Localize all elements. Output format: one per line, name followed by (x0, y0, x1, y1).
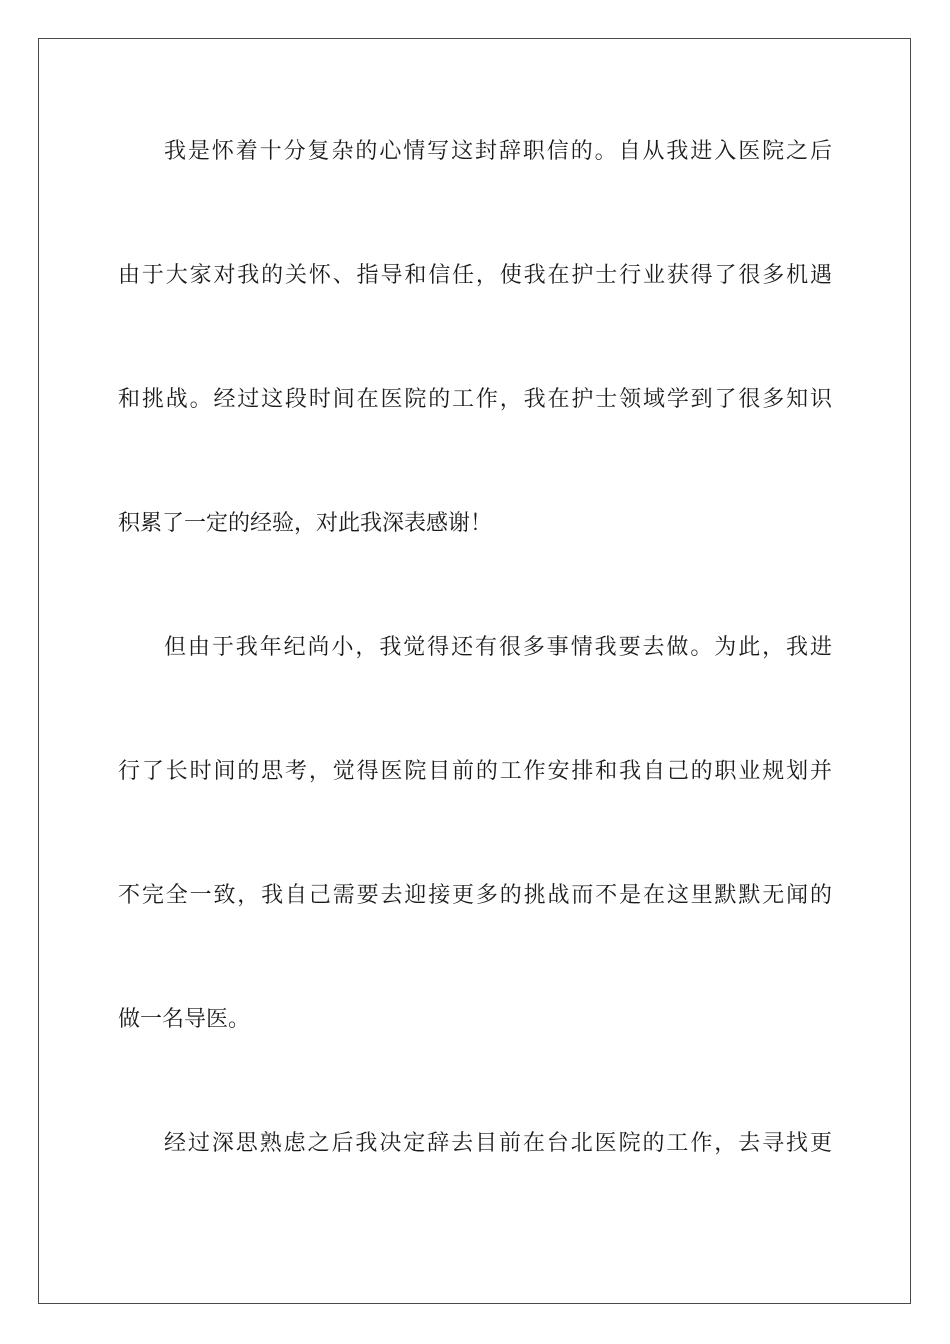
paragraph-1-line-1: 我是怀着十分复杂的心情写这封辞职信的。自从我进入医院之后 (164, 139, 832, 164)
paragraph-2-line-3: 不完全一致，我自己需要去迎接更多的挑战而不是在这里默默无闻的 (118, 883, 832, 908)
paragraph-1-line-4: 积累了一定的经验，对此我深表感谢！ (118, 511, 493, 536)
paragraph-2-line-4: 做一名导医。 (118, 1007, 251, 1032)
page-border (38, 38, 911, 1304)
paragraph-1-line-3: 和挑战。经过这段时间在医院的工作，我在护士领域学到了很多知识 (118, 387, 832, 412)
paragraph-2-line-1: 但由于我年纪尚小，我觉得还有很多事情我要去做。为此，我进 (164, 635, 832, 660)
paragraph-3-line-1: 经过深思熟虑之后我决定辞去目前在台北医院的工作，去寻找更 (164, 1131, 832, 1156)
paragraph-1-line-2: 由于大家对我的关怀、指导和信任，使我在护士行业获得了很多机遇 (118, 263, 832, 288)
paragraph-2-line-2: 行了长时间的思考，觉得医院目前的工作安排和我自己的职业规划并 (118, 759, 832, 784)
